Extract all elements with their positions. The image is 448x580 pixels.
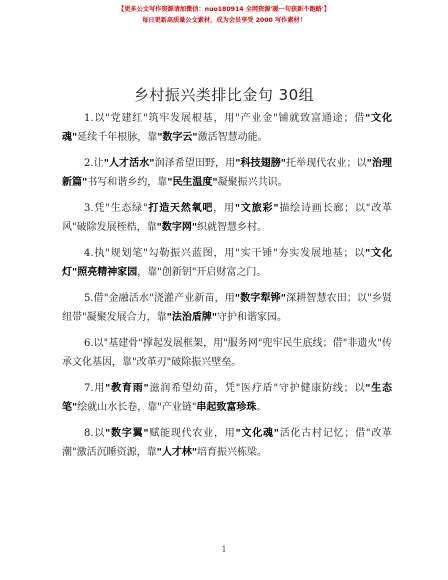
keyword: "科技翅膀": [235, 158, 286, 169]
text-segment: 延续千年根脉，靠: [77, 131, 158, 143]
keyword: "民生温度": [167, 176, 218, 188]
text-segment: 勾勒振兴蓝图，用: [147, 248, 236, 259]
text-segment: 6.以: [84, 338, 104, 349]
text-segment: 8.以: [84, 428, 106, 439]
text-segment: ，用: [213, 203, 235, 214]
text-segment: 活化古村记忆；借: [278, 428, 366, 439]
text-segment: "改革风": [62, 203, 393, 233]
text-segment: "党建红": [105, 113, 148, 124]
keyword: "生态笔": [62, 383, 393, 413]
text-segment: 破除发展桎梏，靠: [76, 221, 157, 233]
text-segment: "创新钥": [157, 266, 197, 278]
text-segment: 激活沉睡资源，靠: [76, 446, 157, 458]
text-segment: 破除振兴壁垒。: [171, 356, 242, 368]
text-segment: 浇灌产业新苗，用: [153, 293, 235, 304]
text-segment: 绘就山水长卷，靠: [77, 401, 158, 413]
keyword: "文化灯"照亮精神家园: [62, 248, 393, 278]
text-segment: 2.让: [84, 158, 104, 169]
keyword: "数字网": [156, 221, 198, 233]
promo-banner: [0, 4, 448, 26]
sentence-group-5: [62, 290, 392, 327]
keyword: "数字犁铧": [234, 293, 286, 304]
text-segment: 滋润希望幼苗，凭: [148, 383, 236, 394]
keyword: 串起致富珍珠: [196, 401, 257, 413]
text-segment: 5.借: [84, 293, 104, 304]
text-segment: 1.以: [84, 113, 106, 124]
text-segment: 激活智慧动能。: [197, 131, 268, 143]
text-segment: "医疗盾": [235, 383, 279, 394]
text-segment: 铺就致富通途；借: [277, 113, 366, 124]
text-segment: 托举现代农业；以: [285, 158, 367, 169]
text-segment: "改革刃": [132, 356, 172, 368]
text-segment: 3.凭: [84, 203, 106, 214]
text-segment: "改革潮": [62, 428, 393, 458]
keyword: "文化魂": [235, 428, 279, 439]
text-segment: 润泽希望田野，用: [154, 158, 236, 169]
keyword: "法治盾牌": [166, 311, 218, 323]
text-segment: "非遗火": [342, 338, 382, 349]
keyword: "人才林": [156, 446, 198, 458]
text-segment: 。: [256, 401, 267, 413]
text-segment: 凝聚振兴共识。: [217, 176, 288, 188]
sentence-group-8: [62, 425, 392, 462]
keyword: "文旅彩": [234, 203, 279, 214]
keyword: "数字翼": [105, 428, 149, 439]
text-segment: 4.执: [84, 248, 106, 259]
page-number: 1: [221, 545, 227, 554]
sentence-group-2: [62, 155, 392, 192]
text-segment: 7.用: [84, 383, 106, 394]
sentence-group-6: [62, 335, 392, 372]
text-segment: "实干锤": [235, 248, 278, 259]
text-segment: 筑牢发展根基，用: [147, 113, 236, 124]
text-segment: 开启财富之门。: [196, 266, 267, 278]
keyword: "治理新篇": [62, 158, 393, 188]
sentence-group-3: [62, 200, 392, 237]
keyword: 打造天然氧吧: [147, 203, 214, 214]
sentence-group-4: [62, 245, 392, 282]
text-segment: "服务网": [223, 338, 263, 349]
text-segment: "规划笔": [105, 248, 148, 259]
keyword: "文化魂": [62, 113, 393, 143]
sentence-group-7: [62, 380, 392, 417]
text-segment: 凝聚发展合力，靠: [86, 311, 167, 323]
document-body: [62, 110, 392, 470]
text-segment: 培育振兴栋梁。: [197, 446, 268, 458]
sentence-group-1: [62, 110, 392, 147]
text-segment: 兜牢民生底线；借: [262, 338, 343, 349]
promo-line-1: 【更多公文写作资源请加微信：nuo180914 全网资源'暖一句获新不跑路'】: [118, 6, 330, 13]
text-segment: 夯实发展地基；以: [277, 248, 366, 259]
text-segment: 织就智慧乡村。: [197, 221, 268, 233]
text-segment: 传承文化基因，靠: [62, 338, 393, 368]
text-segment: 守护和谐家园。: [217, 311, 288, 323]
page-title: 乡村振兴类排比金句 30组: [133, 86, 315, 104]
text-segment: "产业链": [157, 401, 197, 413]
text-segment: "乡贤纽带": [62, 293, 393, 323]
text-segment: 撑起发展框架，用: [142, 338, 224, 349]
text-segment: "金融活水": [103, 293, 154, 304]
text-segment: "基建骨": [103, 338, 143, 349]
text-segment: 描绘诗画长廊；以: [278, 203, 366, 214]
keyword: "教育雨": [105, 383, 149, 394]
text-segment: "产业金": [235, 113, 278, 124]
text-segment: 守护健康防线；以: [278, 383, 366, 394]
text-segment: "生态绿": [105, 203, 148, 214]
text-segment: 书写和谐乡约，靠: [87, 176, 168, 188]
keyword: "人才活水": [103, 158, 155, 169]
text-segment: ，靠: [137, 266, 158, 278]
text-segment: 深耕智慧农田；以: [285, 293, 368, 304]
keyword: "数字云": [157, 131, 198, 143]
promo-line-2: 每日更新高质量公文素材，成为会员享受 2000 写作素材！: [142, 17, 306, 24]
text-segment: 赋能现代农业，用: [148, 428, 236, 439]
